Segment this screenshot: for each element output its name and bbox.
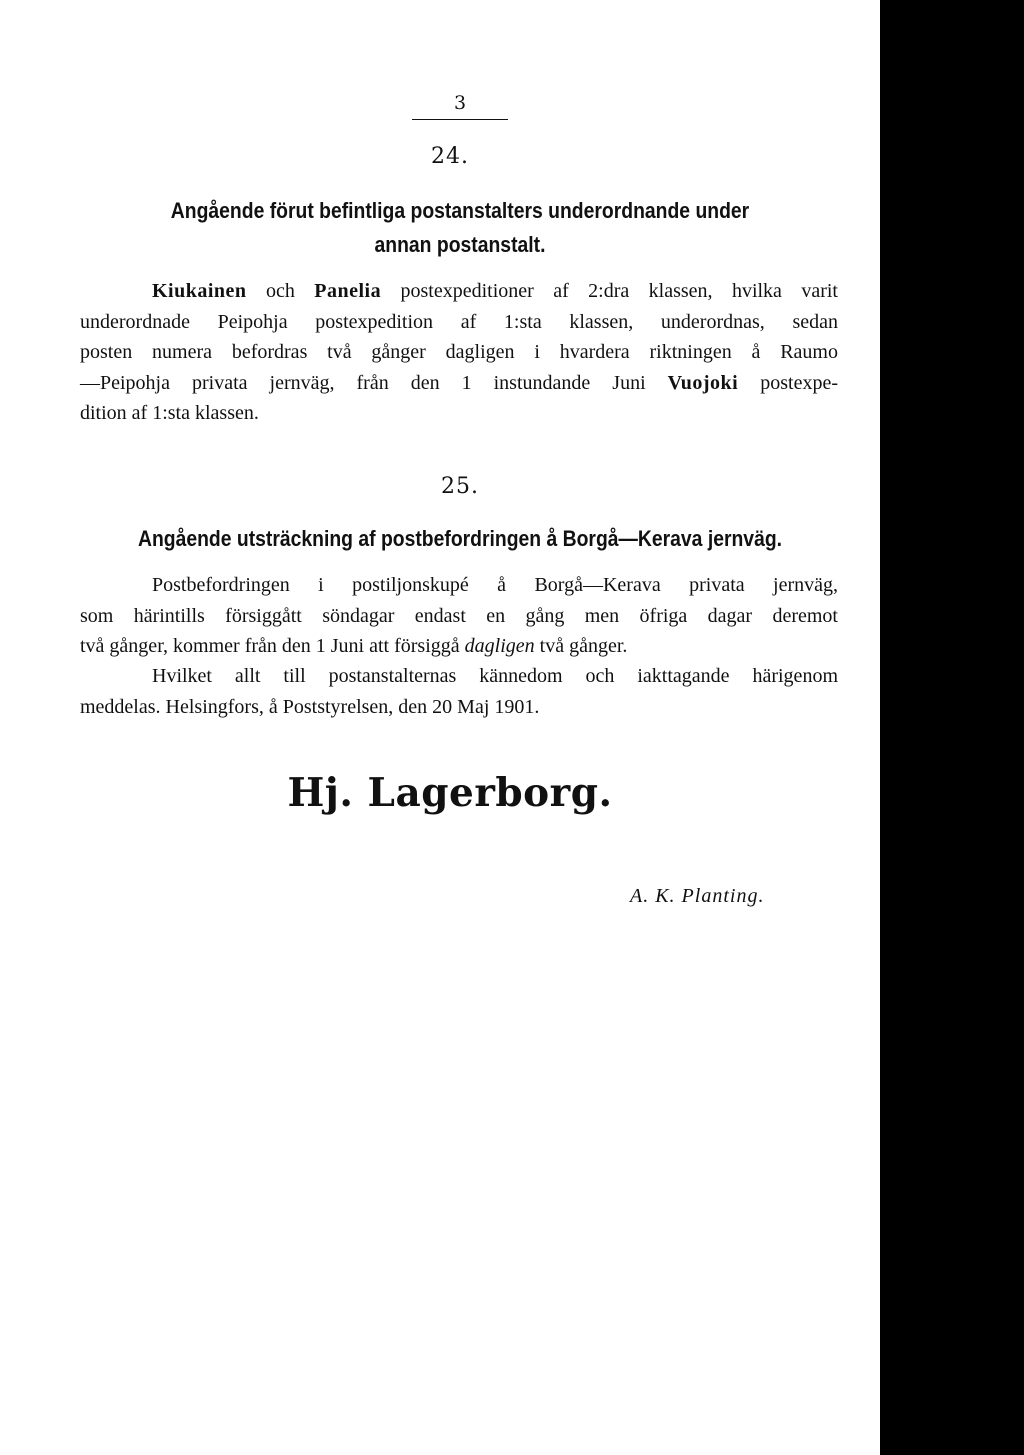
text-fragment: —Peipohja privata jernväg, från den 1 instundande Juni [80, 371, 668, 394]
text-fragment: två gånger. [534, 635, 628, 657]
closing-paragraph [80, 661, 838, 722]
place-name-vuojoki: Vuojoki [667, 371, 739, 394]
signature-main: Hj. Lagerborg. [287, 770, 613, 816]
section-24-heading-line2: annan postanstalt. [374, 232, 546, 257]
section-24-line-2: underordnade Peipohja postexpedition af 1:sta klassen, underordnas, sedan [80, 310, 838, 333]
section-25-line-1: Postbefordringen i postiljonskupé å Borgå—Kerava privata jernväg, [152, 574, 838, 596]
emphasis-dagligen: dagligen [464, 635, 535, 657]
section-25-line-2: som härintills försiggått söndagar endast en gång men öfriga dagar deremot [80, 604, 838, 627]
text-fragment: postexpe- [738, 371, 838, 394]
signature-countersign: A. K. Planting. [630, 885, 765, 907]
section-25-line-3 [80, 631, 838, 662]
section-25-number: 25. [441, 474, 479, 499]
section-24-heading-line1: Angående förut befintliga postanstalters underordnande under [170, 198, 750, 223]
place-name-panelia: Panelia [314, 280, 382, 302]
page-edge-margin [880, 0, 1024, 1455]
section-24-line-1 [80, 276, 838, 307]
section-24-paragraph [80, 276, 838, 429]
closing-line-2: meddelas. Helsingfors, å Poststyrelsen, den 20 Maj 1901. [80, 695, 540, 718]
text-fragment: och [246, 280, 315, 302]
text-fragment: postexpeditioner af 2:dra klassen, hvilka varit [381, 280, 838, 302]
section-25-heading: Angående utsträckning af postbefordringen å Borgå—Kerava jernväg. [137, 526, 783, 551]
section-24-line-5: dition af 1:sta klassen. [80, 402, 259, 424]
section-25-paragraph [80, 570, 838, 662]
place-name-kiukainen: Kiukainen [152, 280, 247, 302]
page-number-rule [412, 119, 508, 120]
section-24-line-3: posten numera befordras två gånger dagligen i hvardera riktningen å Raumo [80, 341, 838, 363]
section-24-line-4 [80, 368, 838, 399]
section-24-number: 24. [431, 144, 469, 169]
text-fragment: två gånger, kommer från den 1 Juni att försiggå [80, 635, 465, 657]
closing-line-1: Hvilket allt till postanstalternas kännedom och iakttagande härigenom [152, 665, 838, 687]
page-number: 3 [453, 92, 467, 114]
